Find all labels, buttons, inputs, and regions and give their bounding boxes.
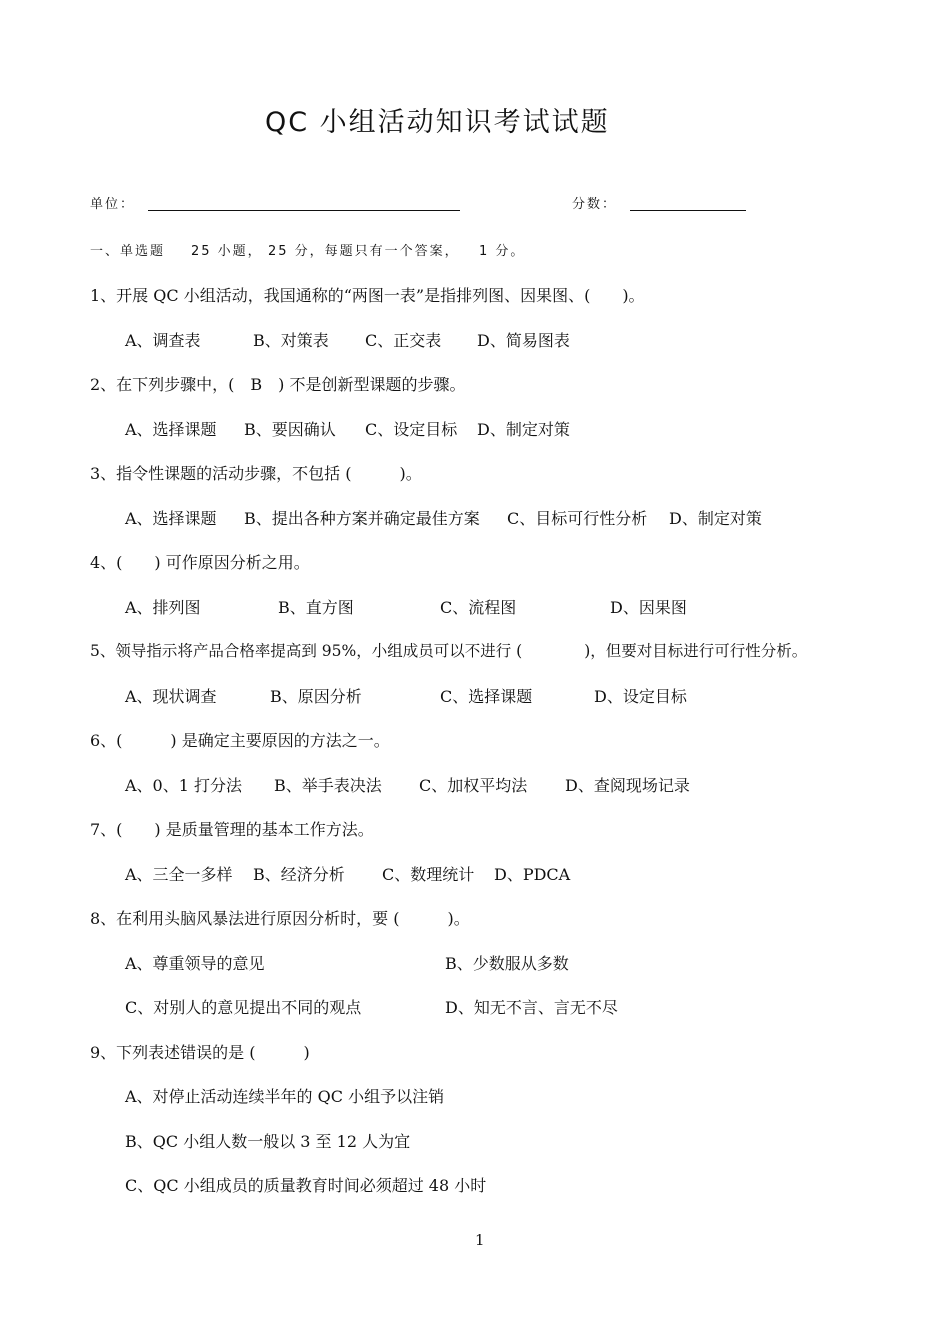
- option: A、选择课题: [125, 420, 217, 439]
- score-label: 分数：: [572, 197, 618, 212]
- section-heading: 一、单选题: [90, 244, 166, 259]
- option: B、举手表决法: [274, 776, 382, 795]
- section-points: 1 分。: [479, 244, 526, 259]
- question-stem: 8、在利用头脑风暴法进行原因分析时，要 ( )。: [90, 909, 470, 928]
- option: D、知无不言、言无不尽: [445, 998, 618, 1017]
- question-stem: 3、指令性课题的活动步骤，不包括 ( )。: [90, 464, 422, 483]
- question-stem: 4、( ) 可作原因分析之用。: [90, 553, 310, 572]
- option: B、要因确认: [244, 420, 336, 439]
- option: D、设定目标: [594, 687, 687, 706]
- option: B、QC 小组人数一般以 3 至 12 人为宜: [125, 1132, 411, 1151]
- option: A、选择课题: [125, 509, 217, 528]
- option: A、0、1 打分法: [125, 776, 243, 795]
- option: B、少数服从多数: [445, 954, 569, 973]
- page-number: 1: [475, 1231, 485, 1249]
- option: A、对停止活动连续半年的 QC 小组予以注销: [125, 1087, 445, 1106]
- option: C、正交表: [365, 331, 442, 350]
- question-stem: 1、开展 QC 小组活动，我国通称的“两图一表”是指排列图、因果图、( )。: [90, 286, 645, 305]
- option: D、制定对策: [477, 420, 570, 439]
- option: C、目标可行性分析: [507, 509, 648, 528]
- section-count: 25 小题，: [191, 244, 263, 259]
- option: D、简易图表: [477, 331, 570, 350]
- option: A、排列图: [125, 598, 201, 617]
- unit-underline: [148, 210, 460, 211]
- option: C、设定目标: [365, 420, 458, 439]
- score-underline: [630, 210, 746, 211]
- question-stem: 9、下列表述错误的是 ( ): [90, 1043, 310, 1062]
- section-desc: 25 分，每题只有一个答案，: [268, 244, 460, 259]
- option: B、对策表: [253, 331, 329, 350]
- option: C、选择课题: [440, 687, 533, 706]
- option: A、尊重领导的意见: [125, 954, 265, 973]
- question-stem: 5、领导指示将产品合格率提高到 95%，小组成员可以不进行 ( )，但要对目标进行可行性分析。: [90, 642, 808, 660]
- question-stem: 7、( ) 是质量管理的基本工作方法。: [90, 820, 374, 839]
- option: B、提出各种方案并确定最佳方案: [244, 509, 480, 528]
- page-title: QC 小组活动知识考试试题: [265, 107, 610, 138]
- option: D、制定对策: [669, 509, 762, 528]
- option: D、查阅现场记录: [565, 776, 690, 795]
- unit-label: 单位：: [90, 197, 136, 212]
- option: C、QC 小组成员的质量教育时间必须超过 48 小时: [125, 1176, 487, 1195]
- option: C、流程图: [440, 598, 517, 617]
- option: B、原因分析: [270, 687, 362, 706]
- option: A、三全一多样: [125, 865, 233, 884]
- option: A、现状调查: [125, 687, 217, 706]
- option: B、直方图: [278, 598, 354, 617]
- option: B、经济分析: [253, 865, 345, 884]
- option: D、因果图: [610, 598, 687, 617]
- question-stem: 6、( ) 是确定主要原因的方法之一。: [90, 731, 390, 750]
- option: C、数理统计: [382, 865, 475, 884]
- option: C、对别人的意见提出不同的观点: [125, 998, 362, 1017]
- option: D、PDCA: [494, 865, 571, 884]
- option: C、加权平均法: [419, 776, 528, 795]
- option: A、调查表: [125, 331, 201, 350]
- question-stem: 2、在下列步骤中，( B ) 不是创新型课题的步骤。: [90, 375, 466, 394]
